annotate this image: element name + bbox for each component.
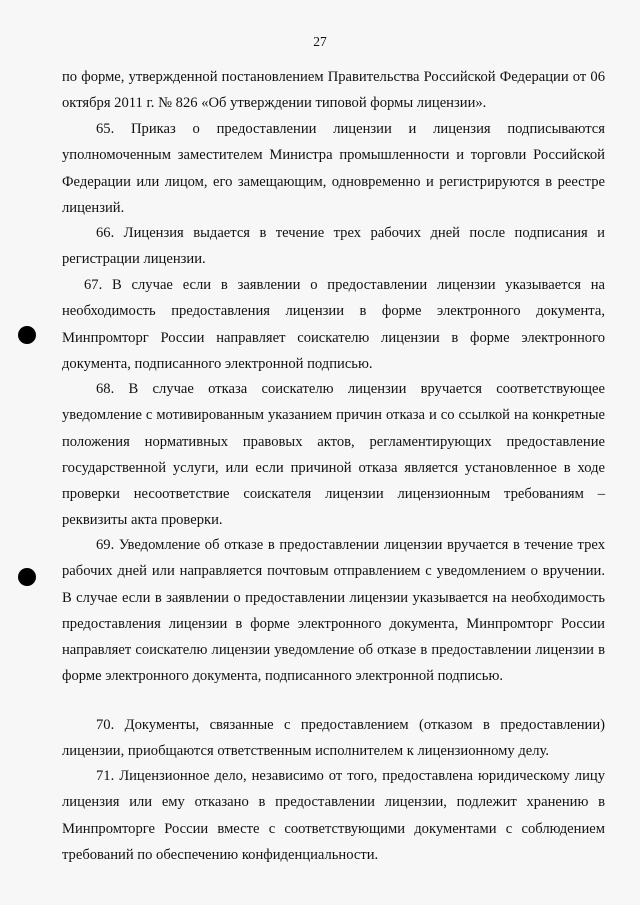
paragraph-71: 71. Лицензионное дело, независимо от того, предоставлена юридическому лицу лицензия или ему отказано в предоставлении лицензии, подлежит хранению в Минпромторге России вместе с соответствующими документами с соблюдением требований по обеспечению конфиденциальности. <box>62 768 605 863</box>
paragraph-65: 65. Приказ о предоставлении лицензии и лицензия подписываются уполномоченным заместителем Министра промышленности и торговли Российской Федерации или лицом, его замещающим, одновременно и регистрируются в реестре лицензий. <box>62 121 605 216</box>
paragraph-67: 67. В случае если в заявлении о предоставлении лицензии указывается на необходимость предоставления лицензии в форме электронного документа, Минпромторг России направляет соискателю лицензии в форме электронного документа, подписанного электронной подписью. <box>62 277 605 372</box>
paragraph-69: 69. Уведомление об отказе в предоставлении лицензии вручается в течение трех рабочих дней или направляется почтовым отправлением с уведомлением о вручении. В случае если в заявлении о предоставлении лицензии указывается на необходимость предоставления лицензии в форме электронного документа, Минпромторг России направляет соискателю лицензии уведомление об отказе в предоставлении лицензии в форме электронного документа, подписанного электронной подписью. <box>62 537 605 685</box>
paragraph-continuation: по форме, утвержденной постановлением Правительства Российской Федерации от 06 октября 2011 г. № 826 «Об утверждении типовой формы лицензии». <box>62 69 605 112</box>
paragraph-66: 66. Лицензия выдается в течение трех рабочих дней после подписания и регистрации лицензии. <box>62 225 605 268</box>
page-number: 27 <box>313 34 327 49</box>
paragraph-68: 68. В случае отказа соискателю лицензии вручается соответствующее уведомление с мотивированным указанием причин отказа и со ссылкой на конкретные положения нормативных правовых актов, регламентирующих предоставление государственной услуги, или если причиной отказа является установленное в ходе проверки несоответствие соискателя лицензии лицензионным требованиям – реквизиты акта проверки. <box>62 381 605 529</box>
binder-hole-mark <box>18 568 36 586</box>
binder-hole-mark <box>18 326 36 344</box>
paragraph-70: 70. Документы, связанные с предоставлением (отказом в предоставлении) лицензии, приобщаются ответственным исполнителем к лицензионному делу. <box>62 717 605 760</box>
